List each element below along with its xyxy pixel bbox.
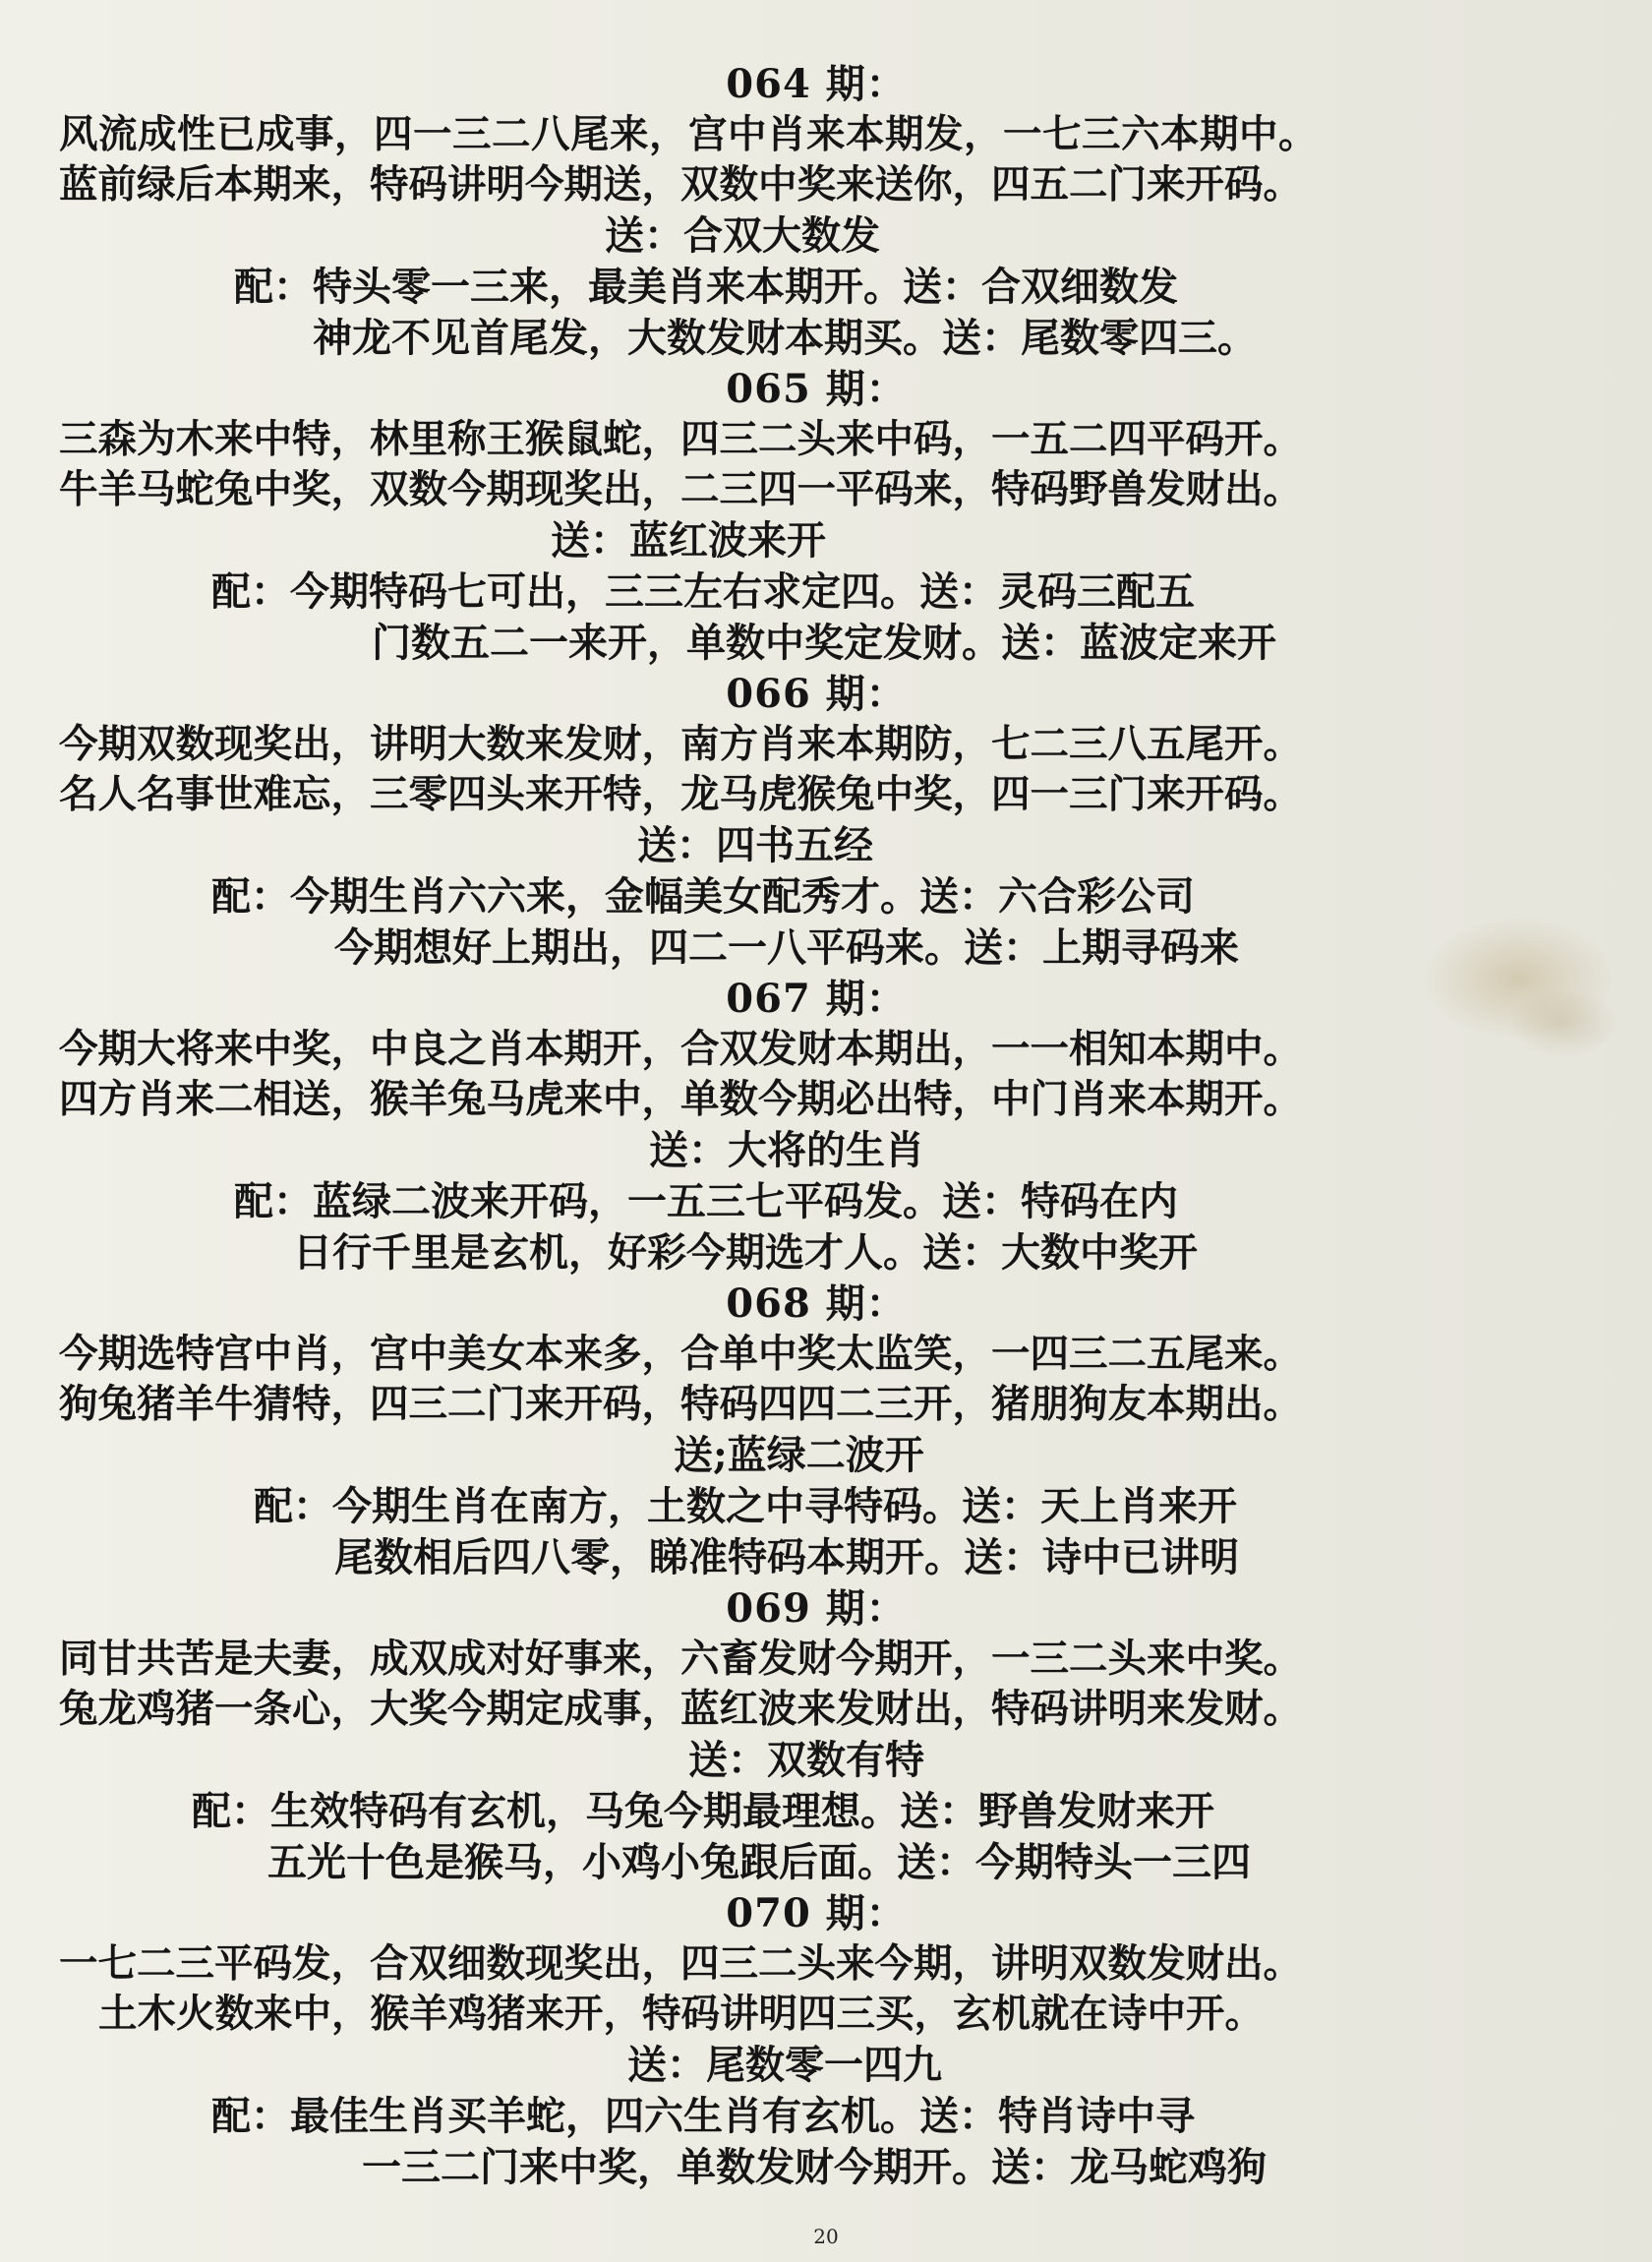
poem-line: 风流成性已成事，四一三二八尾来，宫中肖来本期发，一七三六本期中。 bbox=[59, 112, 1318, 157]
poem-line: 今期大将来中奖，中良之肖本期开，合双发财本期出，一一相知本期中。 bbox=[59, 1027, 1302, 1072]
pei-line: 一三二门来中奖，单数发财今期开。送：龙马蛇鸡狗 bbox=[362, 2144, 1267, 2190]
poem-line: 蓝前绿后本期来，特码讲明今期送，双数中奖来送你，四五二门来开码。 bbox=[59, 162, 1302, 208]
pei-line: 今期想好上期出，四二一八平码来。送：上期寻码来 bbox=[334, 924, 1239, 971]
pei-line: 神龙不见首尾发，大数发财本期买。送：尾数零四三。 bbox=[313, 315, 1257, 361]
pei-line: 配：特头零一三来，最美肖来本期开。送：合双细数发 bbox=[234, 264, 1178, 310]
period-064 bbox=[59, 59, 1613, 364]
poem-line: 今期双数现奖出，讲明大数来发财，南方肖来本期防，七二三八五尾开。 bbox=[59, 722, 1302, 767]
song-line: 送：尾数零一四九 bbox=[627, 2042, 942, 2088]
pei-line: 配：生效特码有玄机，马兔今期最理想。送：野兽发财来开 bbox=[192, 1788, 1214, 1834]
period-068 bbox=[59, 1279, 1613, 1583]
period-066 bbox=[59, 669, 1613, 974]
song-line: 送：双数有特 bbox=[688, 1737, 924, 1783]
poem-line: 同甘共苦是夫妻，成双成对好事来，六畜发财今期开，一三二头来中奖。 bbox=[59, 1637, 1302, 1682]
period-069 bbox=[59, 1583, 1613, 1888]
period-header: 066 期： bbox=[726, 671, 907, 717]
period-header: 065 期： bbox=[726, 366, 907, 412]
pei-line: 尾数相后四八零，睇准特码本期开。送：诗中已讲明 bbox=[334, 1534, 1239, 1580]
pei-line: 配：蓝绿二波来开码，一五三七平码发。送：特码在内 bbox=[234, 1178, 1178, 1224]
song-line: 送：四书五经 bbox=[637, 822, 873, 868]
pei-line: 五光十色是猴马，小鸡小兔跟后面。送：今期特头一三四 bbox=[267, 1839, 1251, 1885]
song-line: 送：合双大数发 bbox=[605, 212, 880, 259]
pei-line: 配：今期生肖六六来，金幅美女配秀才。送：六合彩公司 bbox=[211, 873, 1195, 920]
page-number: 20 bbox=[813, 2225, 839, 2248]
pei-line: 日行千里是玄机，好彩今期选才人。送：大数中奖开 bbox=[293, 1229, 1198, 1276]
poem-line: 一七二三平码发，合双细数现奖出，四三二头来今期，讲明双数发财出。 bbox=[59, 1941, 1302, 1987]
song-line: 送：蓝红波来开 bbox=[551, 517, 826, 564]
poem-line: 土木火数来中，猴羊鸡猪来开，特码讲明四三买，玄机就在诗中开。 bbox=[98, 1992, 1264, 2037]
period-header: 064 期： bbox=[726, 61, 907, 107]
period-header: 067 期： bbox=[726, 976, 907, 1022]
period-header: 068 期： bbox=[726, 1280, 907, 1327]
pei-line: 配：今期生肖在南方，土数之中寻特码。送：天上肖来开 bbox=[254, 1483, 1237, 1529]
period-070 bbox=[59, 1888, 1613, 2193]
pei-line: 配：最佳生肖买羊蛇，四六生肖有玄机。送：特肖诗中寻 bbox=[211, 2093, 1195, 2139]
poem-line: 牛羊马蛇兔中奖，双数今期现奖出，二三四一平码来，特码野兽发财出。 bbox=[59, 467, 1302, 512]
poem-line: 今期选特宫中肖，宫中美女本来多，合单中奖太监笑，一四三二五尾来。 bbox=[59, 1332, 1302, 1377]
poem-line: 狗兔猪羊牛猜特，四三二门来开码，特码四四二三开，猪朋狗友本期出。 bbox=[59, 1382, 1302, 1427]
poem-line: 兔龙鸡猪一条心，大奖今期定成事，蓝红波来发财出，特码讲明来发财。 bbox=[59, 1687, 1302, 1732]
period-header: 069 期： bbox=[726, 1585, 907, 1632]
poem-line: 三森为木来中特，林里称王猴鼠蛇，四三二头来中码，一五二四平码开。 bbox=[59, 417, 1302, 462]
poem-line: 名人名事世难忘，三零四头来开特，龙马虎猴兔中奖，四一三门来开码。 bbox=[59, 772, 1302, 817]
song-line: 送;蓝绿二波开 bbox=[674, 1432, 924, 1478]
song-line: 送：大将的生肖 bbox=[649, 1127, 924, 1173]
poem-line: 四方肖来二相送，猴羊兔马虎来中，单数今期必出特，中门肖来本期开。 bbox=[59, 1077, 1302, 1122]
pei-line: 门数五二一来开，单数中奖定发财。送：蓝波定来开 bbox=[372, 620, 1276, 666]
period-065 bbox=[59, 364, 1613, 669]
pei-line: 配：今期特码七可出，三三左右求定四。送：灵码三配五 bbox=[211, 568, 1195, 615]
period-067 bbox=[59, 974, 1613, 1279]
page-content bbox=[59, 59, 1613, 2193]
period-header: 070 期： bbox=[726, 1890, 907, 1936]
